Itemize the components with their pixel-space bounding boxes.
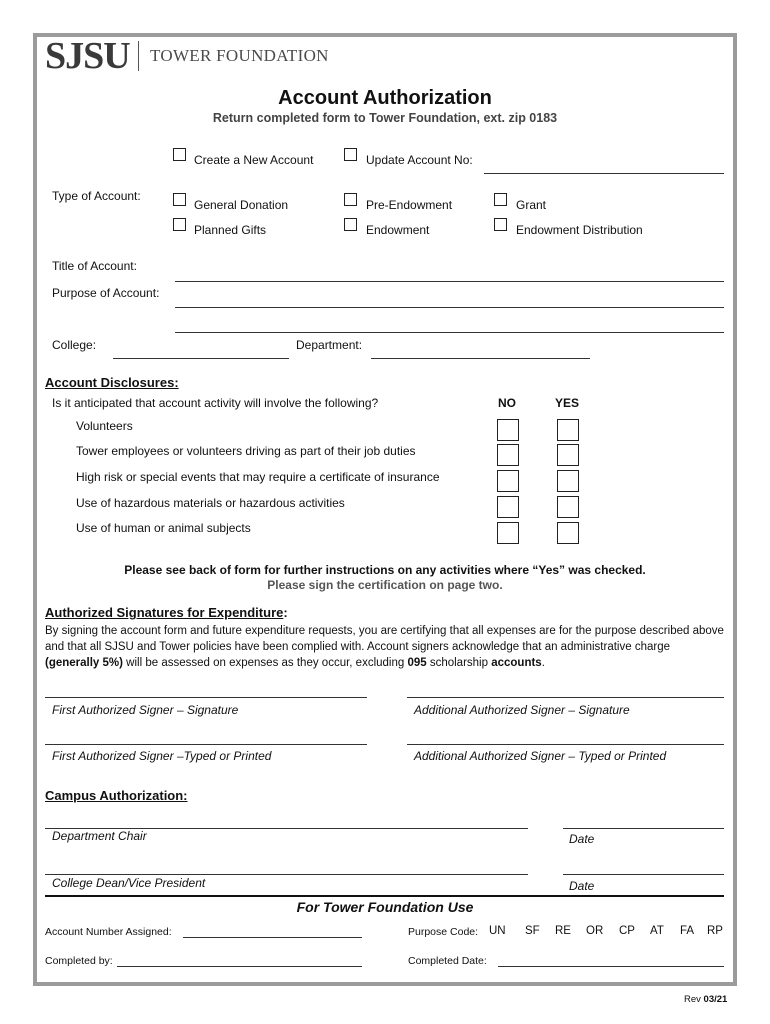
first-signer-signature-label: First Authorized Signer – Signature (52, 703, 239, 717)
campus-heading: Campus Authorization: (45, 788, 188, 803)
purpose-code-label: Purpose Code: (408, 926, 479, 938)
para-part-4: . (541, 657, 545, 669)
signatures-heading-text: Authorized Signatures for Expenditure (45, 605, 284, 620)
purpose-of-account-field[interactable] (175, 307, 724, 308)
disclosures-heading: Account Disclosures: (45, 375, 179, 390)
revision-value: 03/21 (703, 994, 728, 1005)
no-checkbox-1[interactable] (497, 419, 519, 441)
account-number-field[interactable] (183, 937, 362, 938)
yes-column-header: YES (555, 396, 580, 410)
title-of-account-field[interactable] (175, 281, 724, 282)
page-title: Account Authorization (278, 87, 492, 109)
first-signer-printed-label: First Authorized Signer –Typed or Printed (52, 749, 272, 763)
para-bold-1: (generally 5%) (45, 657, 123, 669)
purpose-code-un[interactable]: UN (489, 925, 506, 937)
update-account-checkbox[interactable] (344, 148, 357, 161)
no-column-header: NO (498, 396, 516, 410)
no-checkbox-5[interactable] (497, 522, 519, 544)
purpose-code-at[interactable]: AT (650, 925, 664, 937)
no-checkbox-2[interactable] (497, 444, 519, 466)
signatures-paragraph (45, 623, 725, 671)
para-part-2: will be assessed on expenses as they occur, excluding (122, 657, 408, 669)
disclosure-item-high-risk: High risk or special events that may require a certificate of insurance (76, 470, 440, 484)
additional-signer-printed-label: Additional Authorized Signer – Typed or Printed (414, 749, 667, 763)
endowment-distribution-label: Endowment Distribution (516, 223, 643, 237)
disclosure-item-human-animal: Use of human or animal subjects (76, 521, 251, 535)
page-subtitle: Return completed form to Tower Foundation, ext. zip 0183 (212, 111, 558, 125)
completed-date-label: Completed Date: (408, 955, 487, 967)
yes-checkbox-1[interactable] (557, 419, 579, 441)
completed-date-field[interactable] (498, 966, 724, 967)
pre-endowment-checkbox[interactable] (344, 193, 357, 206)
endowment-distribution-checkbox[interactable] (494, 218, 507, 231)
create-account-label: Create a New Account (194, 153, 314, 167)
planned-gifts-checkbox[interactable] (173, 218, 186, 231)
create-account-checkbox[interactable] (173, 148, 186, 161)
purpose-code-or[interactable]: OR (586, 925, 604, 937)
first-signer-printed-line[interactable] (45, 744, 367, 745)
college-dean-line[interactable] (45, 874, 528, 875)
grant-label: Grant (516, 198, 547, 212)
yes-checkbox-3[interactable] (557, 470, 579, 492)
sjsu-logo: SJSU (45, 35, 130, 77)
pre-endowment-label: Pre-Endowment (366, 198, 453, 212)
yes-checkbox-4[interactable] (557, 496, 579, 518)
college-label: College: (52, 338, 97, 352)
endowment-checkbox[interactable] (344, 218, 357, 231)
para-bold-2: 095 (407, 657, 427, 669)
revision-prefix: Rev (684, 994, 704, 1005)
disclosures-question: Is it anticipated that account activity will involve the following? (52, 396, 379, 410)
logo-divider (138, 41, 139, 71)
update-account-number-field[interactable] (484, 173, 724, 174)
general-donation-checkbox[interactable] (173, 193, 186, 206)
no-checkbox-3[interactable] (497, 470, 519, 492)
account-type-label: Type of Account: (52, 189, 141, 203)
disclosure-item-driving: Tower employees or volunteers driving as part of their job duties (76, 444, 416, 458)
purpose-code-rp[interactable]: RP (707, 925, 723, 937)
college-field[interactable] (113, 358, 289, 359)
additional-signer-printed-line[interactable] (407, 744, 724, 745)
planned-gifts-label: Planned Gifts (194, 223, 267, 237)
purpose-code-sf[interactable]: SF (525, 925, 540, 937)
office-use-divider (45, 895, 724, 897)
general-donation-label: General Donation (194, 198, 289, 212)
account-number-label: Account Number Assigned: (45, 926, 172, 938)
no-checkbox-4[interactable] (497, 496, 519, 518)
disclosure-item-hazardous: Use of hazardous materials or hazardous activities (76, 496, 345, 510)
department-label: Department: (296, 338, 363, 352)
date-label-1: Date (569, 832, 595, 846)
title-of-account-label: Title of Account: (52, 259, 137, 273)
purpose-code-fa[interactable]: FA (680, 925, 695, 937)
endowment-label: Endowment (366, 223, 430, 237)
para-part-3: scholarship (426, 657, 492, 669)
office-use-heading: For Tower Foundation Use (296, 899, 474, 915)
signatures-heading (45, 605, 288, 620)
date-line-1[interactable] (563, 828, 724, 829)
yes-checkbox-2[interactable] (557, 444, 579, 466)
revision-label (684, 994, 727, 1005)
purpose-code-cp[interactable]: CP (619, 925, 635, 937)
tower-foundation-logo: TOWER FOUNDATION (150, 46, 329, 65)
college-dean-label: College Dean/Vice President (52, 876, 206, 890)
certification-note: Please sign the certification on page two. (267, 578, 503, 592)
purpose-of-account-label: Purpose of Account: (52, 286, 160, 300)
disclosure-item-volunteers: Volunteers (76, 419, 133, 433)
purpose-of-account-field-2[interactable] (175, 332, 724, 333)
signatures-heading-colon: : (283, 605, 288, 620)
yes-checkbox-5[interactable] (557, 522, 579, 544)
completed-by-label: Completed by: (45, 955, 113, 967)
completed-by-field[interactable] (117, 966, 362, 967)
para-part-1: By signing the account form and future expenditure requests, you are certifying that all expenses are for the purpose described above and that all SJSU and Tower policies have been complied with. Account signers acknowledge that an administrative charge (45, 625, 724, 653)
purpose-code-re[interactable]: RE (555, 925, 571, 937)
date-label-2: Date (569, 879, 595, 893)
grant-checkbox[interactable] (494, 193, 507, 206)
additional-signer-signature-line[interactable] (407, 697, 724, 698)
update-account-label: Update Account No: (366, 153, 473, 167)
additional-signer-signature-label: Additional Authorized Signer – Signature (414, 703, 630, 717)
para-bold-3: accounts (491, 657, 542, 669)
first-signer-signature-line[interactable] (45, 697, 367, 698)
date-line-2[interactable] (563, 874, 724, 875)
department-chair-label: Department Chair (52, 829, 147, 843)
department-field[interactable] (371, 358, 590, 359)
disclosures-note: Please see back of form for further instructions on any activities where “Yes” was checked. (124, 563, 646, 577)
